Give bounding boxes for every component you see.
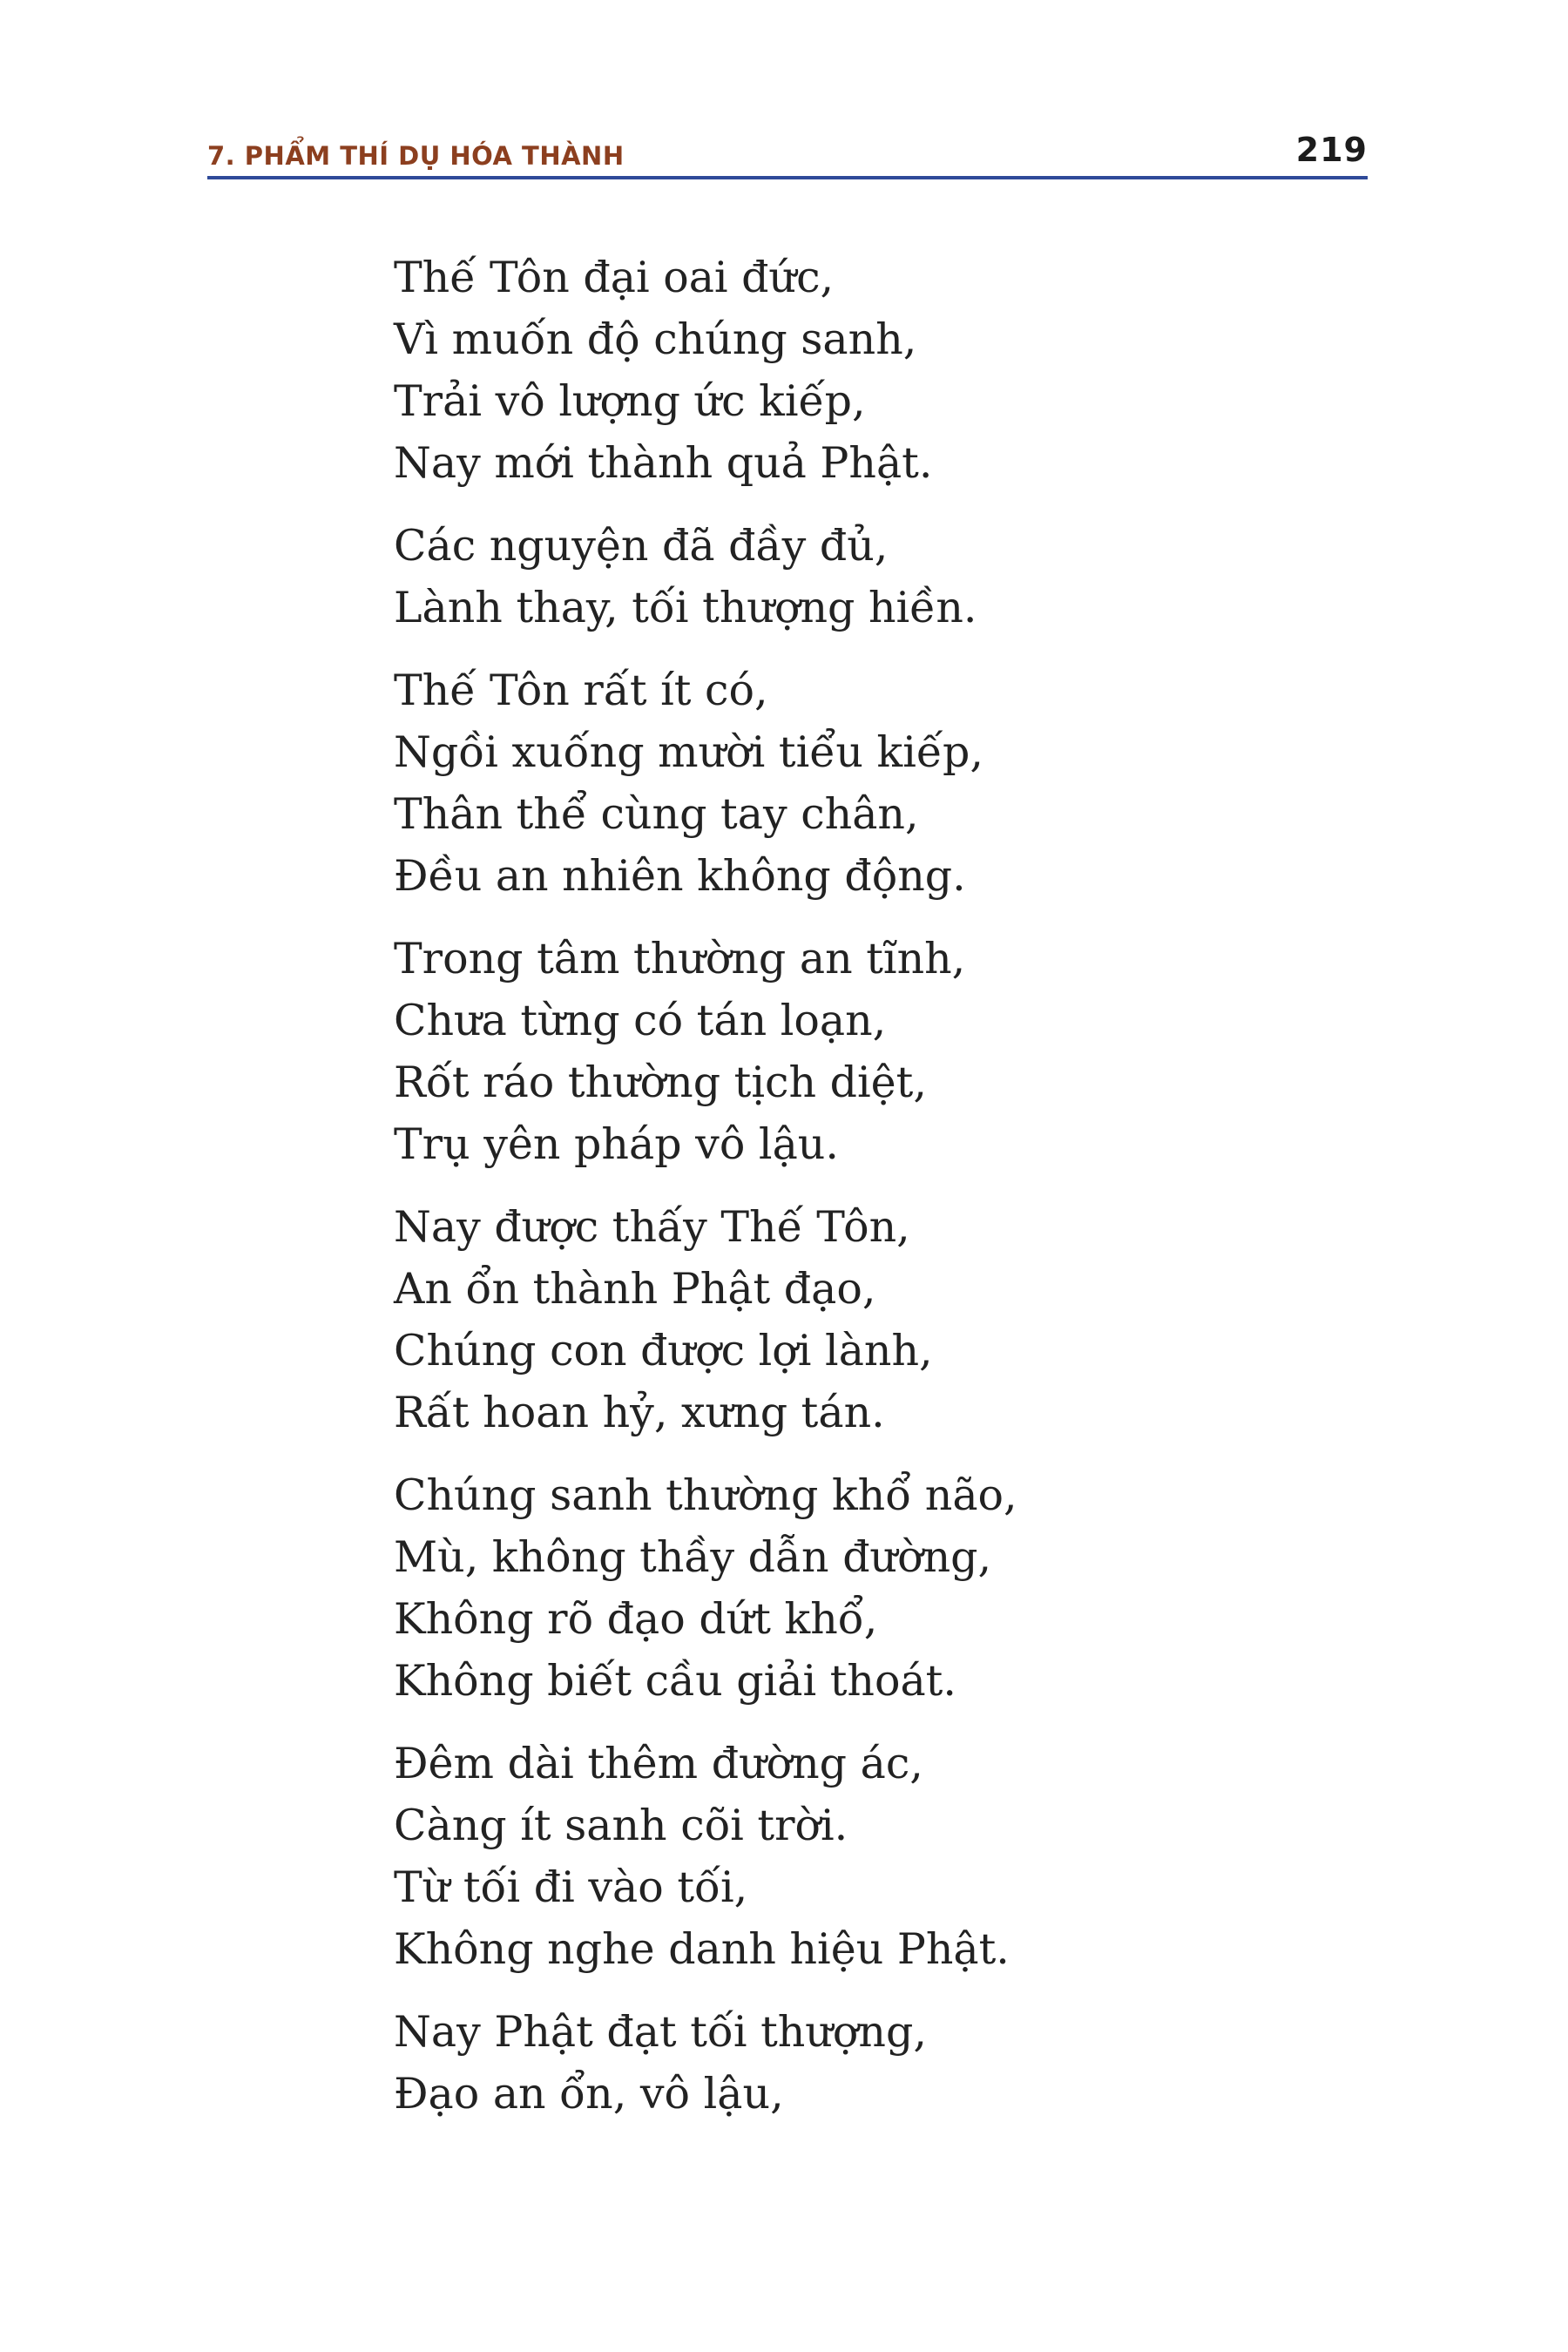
header-rule xyxy=(207,176,1368,179)
verse-line: Thế Tôn đại oai đức, xyxy=(394,253,835,302)
verse-line: Mù, không thầy dẫn đường, xyxy=(394,1532,992,1582)
verse-line: Chúng sanh thường khổ não, xyxy=(394,1470,1017,1520)
stanza xyxy=(394,1733,1352,1980)
verse-line: Không rõ đạo dứt khổ, xyxy=(394,1594,878,1644)
verse-line: Thế Tôn rất ít có, xyxy=(394,666,768,715)
verse-line: Đạo an ổn, vô lậu, xyxy=(394,2069,784,2119)
verse-line: An ổn thành Phật đạo, xyxy=(394,1264,876,1314)
verse-line: Lành thay, tối thượng hiền. xyxy=(394,583,977,632)
verse-line: Từ tối đi vào tối, xyxy=(394,1862,748,1912)
verse-line: Chúng con được lợi lành, xyxy=(394,1326,933,1375)
verse-line: Nay mới thành quả Phật. xyxy=(394,438,933,488)
running-header xyxy=(207,122,1368,179)
verse-line: Rất hoan hỷ, xưng tán. xyxy=(394,1388,885,1437)
stanza xyxy=(394,515,1352,639)
verse-line: Trụ yên pháp vô lậu. xyxy=(394,1119,839,1169)
verse-line: Nay Phật đạt tối thượng, xyxy=(394,2007,927,2057)
verse-line: Càng ít sanh cõi trời. xyxy=(394,1801,848,1850)
stanza xyxy=(394,1464,1352,1712)
stanza xyxy=(394,928,1352,1175)
verse-line: Các nguyện đã đầy đủ, xyxy=(394,521,889,571)
verse-line: Không nghe danh hiệu Phật. xyxy=(394,1924,1010,1974)
verse-line: Đêm dài thêm đường ác, xyxy=(394,1739,923,1788)
verse-line: Trải vô lượng ức kiếp, xyxy=(394,376,866,426)
stanza xyxy=(394,2001,1352,2125)
verse-line: Thân thể cùng tay chân, xyxy=(394,789,919,839)
stanza xyxy=(394,247,1352,494)
verse-line: Không biết cầu giải thoát. xyxy=(394,1656,956,1706)
chapter-title: 7. PHẨM THÍ DỤ HÓA THÀNH xyxy=(207,141,625,171)
verse-line: Chưa từng có tán loạn, xyxy=(394,996,887,1045)
page-number: 219 xyxy=(1295,131,1368,169)
verse-line: Nay được thấy Thế Tôn, xyxy=(394,1202,910,1252)
verse-line: Rốt ráo thường tịch diệt, xyxy=(394,1058,927,1107)
stanza xyxy=(394,659,1352,907)
verse-line: Trong tâm thường an tĩnh, xyxy=(394,934,966,983)
stanza xyxy=(394,1196,1352,1443)
verse-line: Đều an nhiên không động. xyxy=(394,851,966,901)
verse-body xyxy=(394,247,1352,2146)
verse-line: Vì muốn độ chúng sanh, xyxy=(394,314,917,364)
verse-line: Ngồi xuống mười tiểu kiếp, xyxy=(394,727,984,777)
